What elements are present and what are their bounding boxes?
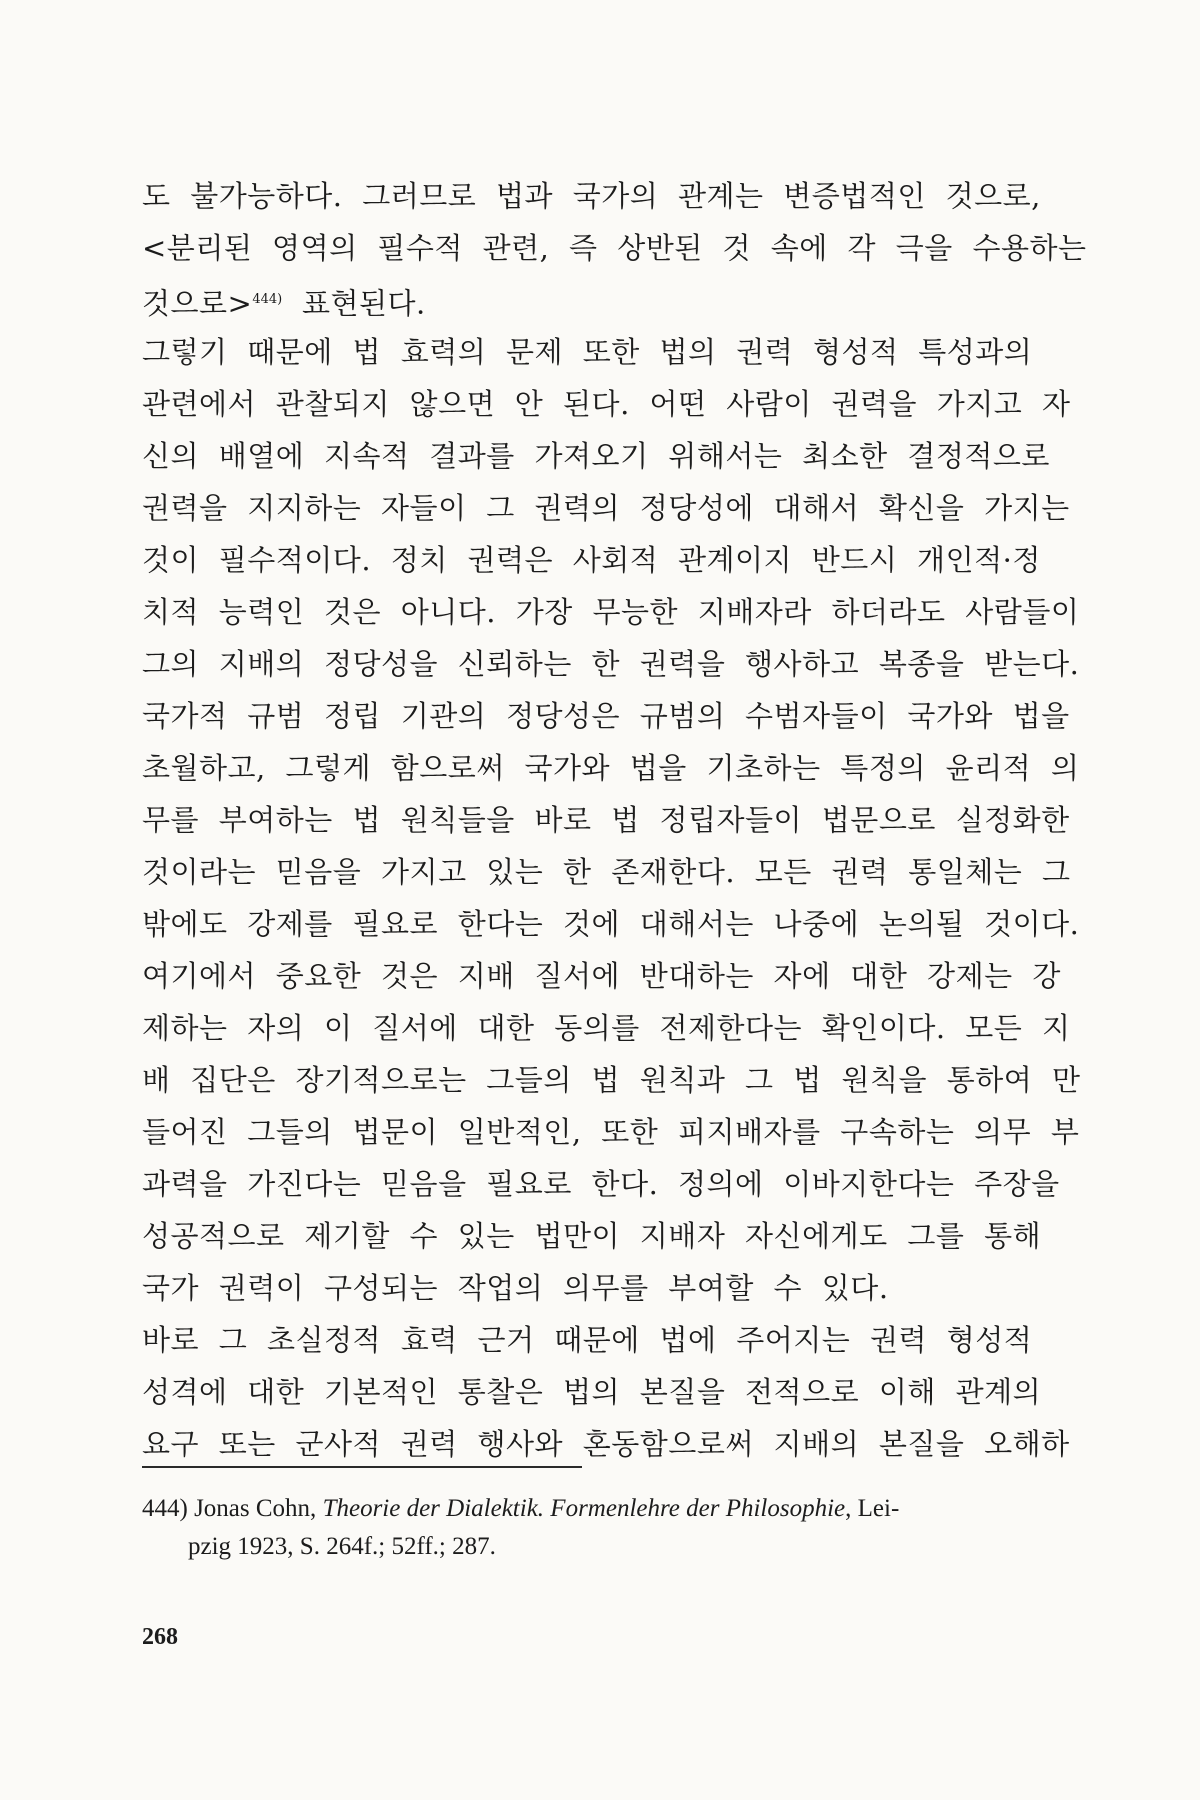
text-line: 관련에서 관찰되지 않으면 안 된다. 어떤 사람이 권력을 가지고 자 — [142, 387, 1071, 421]
text-line: 도 불가능하다. 그러므로 법과 국가의 관계는 변증법적인 것으로, — [142, 179, 1041, 213]
text-line: 그렇기 때문에 법 효력의 문제 또한 법의 권력 형성적 특성과의 — [142, 335, 1033, 369]
text-line: 것이라는 믿음을 가지고 있는 한 존재한다. 모든 권력 통일체는 그 — [142, 855, 1071, 889]
body-text — [142, 170, 1087, 1470]
text-line: 제하는 자의 이 질서에 대한 동의를 전제한다는 확인이다. 모든 지 — [142, 1011, 1071, 1045]
text-line: 국가 권력이 구성되는 작업의 의무를 부여할 수 있다. — [142, 1271, 889, 1305]
text-line: 배 집단은 장기적으로는 그들의 법 원칙과 그 법 원칙을 통하여 만 — [142, 1063, 1081, 1097]
text-line: 밖에도 강제를 필요로 한다는 것에 대해서는 나중에 논의될 것이다. — [142, 907, 1080, 941]
text-line — [142, 274, 1032, 326]
footnote-title: Theorie der Dialektik. — [322, 1495, 545, 1522]
text-line: 무를 부여하는 법 원칙들을 바로 법 정립자들이 법문으로 실정화한 — [142, 803, 1070, 837]
text-line: 바로 그 초실정적 효력 근거 때문에 법에 주어지는 권력 형성적 — [142, 1323, 1033, 1357]
text-line: 과력을 가진다는 믿음을 필요로 한다. 정의에 이바지한다는 주장을 — [142, 1167, 1060, 1201]
footnote-line: pzig 1923, S. 264f.; 52ff.; 287. — [188, 1533, 496, 1560]
footnote-line — [142, 1490, 1032, 1528]
text-line: 들어진 그들의 법문이 일반적인, 또한 피지배자를 구속하는 의무 부 — [142, 1115, 1080, 1149]
text-line: 초월하고, 그렇게 함으로써 국가와 법을 기초하는 특정의 윤리적 의 — [142, 751, 1080, 785]
text-line: 권력을 지지하는 자들이 그 권력의 정당성에 대해서 확신을 가지는 — [142, 491, 1070, 525]
footnote — [142, 1490, 1032, 1566]
text-line: 성격에 대한 기본적인 통찰은 법의 본질을 전적으로 이해 관계의 — [142, 1375, 1042, 1409]
footnote-reference: 444) — [252, 292, 283, 307]
footnote-author: Jonas Cohn, — [194, 1495, 317, 1522]
text-line: 성공적으로 제기할 수 있는 법만이 지배자 자신에게도 그를 통해 — [142, 1219, 1042, 1253]
text-line: <분리된 영역의 필수적 관련, 즉 상반된 것 속에 각 극을 수용하는 — [142, 231, 1087, 265]
text-line: 그의 지배의 정당성을 신뢰하는 한 권력을 행사하고 복종을 받는다. — [142, 647, 1080, 681]
footnote-number: 444) — [142, 1495, 188, 1522]
text-line: 신의 배열에 지속적 결과를 가져오기 위해서는 최소한 결정적으로 — [142, 439, 1050, 473]
text-line: 것이 필수적이다. 정치 권력은 사회적 관계이지 반드시 개인적·정 — [142, 543, 1041, 577]
footnote-place: , Lei- — [845, 1495, 900, 1522]
page-number: 268 — [142, 1624, 178, 1650]
footnote-divider — [142, 1466, 582, 1468]
text-fragment: 것으로> — [142, 286, 253, 321]
text-line: 국가적 규범 정립 기관의 정당성은 규범의 수범자들이 국가와 법을 — [142, 699, 1070, 733]
text-line: 요구 또는 군사적 권력 행사와 혼동함으로써 지배의 본질을 오해하 — [142, 1427, 1070, 1461]
text-line: 치적 능력인 것은 아니다. 가장 무능한 지배자라 하더라도 사람들이 — [142, 595, 1080, 629]
text-line: 여기에서 중요한 것은 지배 질서에 반대하는 자에 대한 강제는 강 — [142, 959, 1061, 993]
footnote-subtitle: Formenlehre der Philosophie — [550, 1495, 846, 1522]
text-fragment: 표현된다. — [282, 286, 426, 321]
